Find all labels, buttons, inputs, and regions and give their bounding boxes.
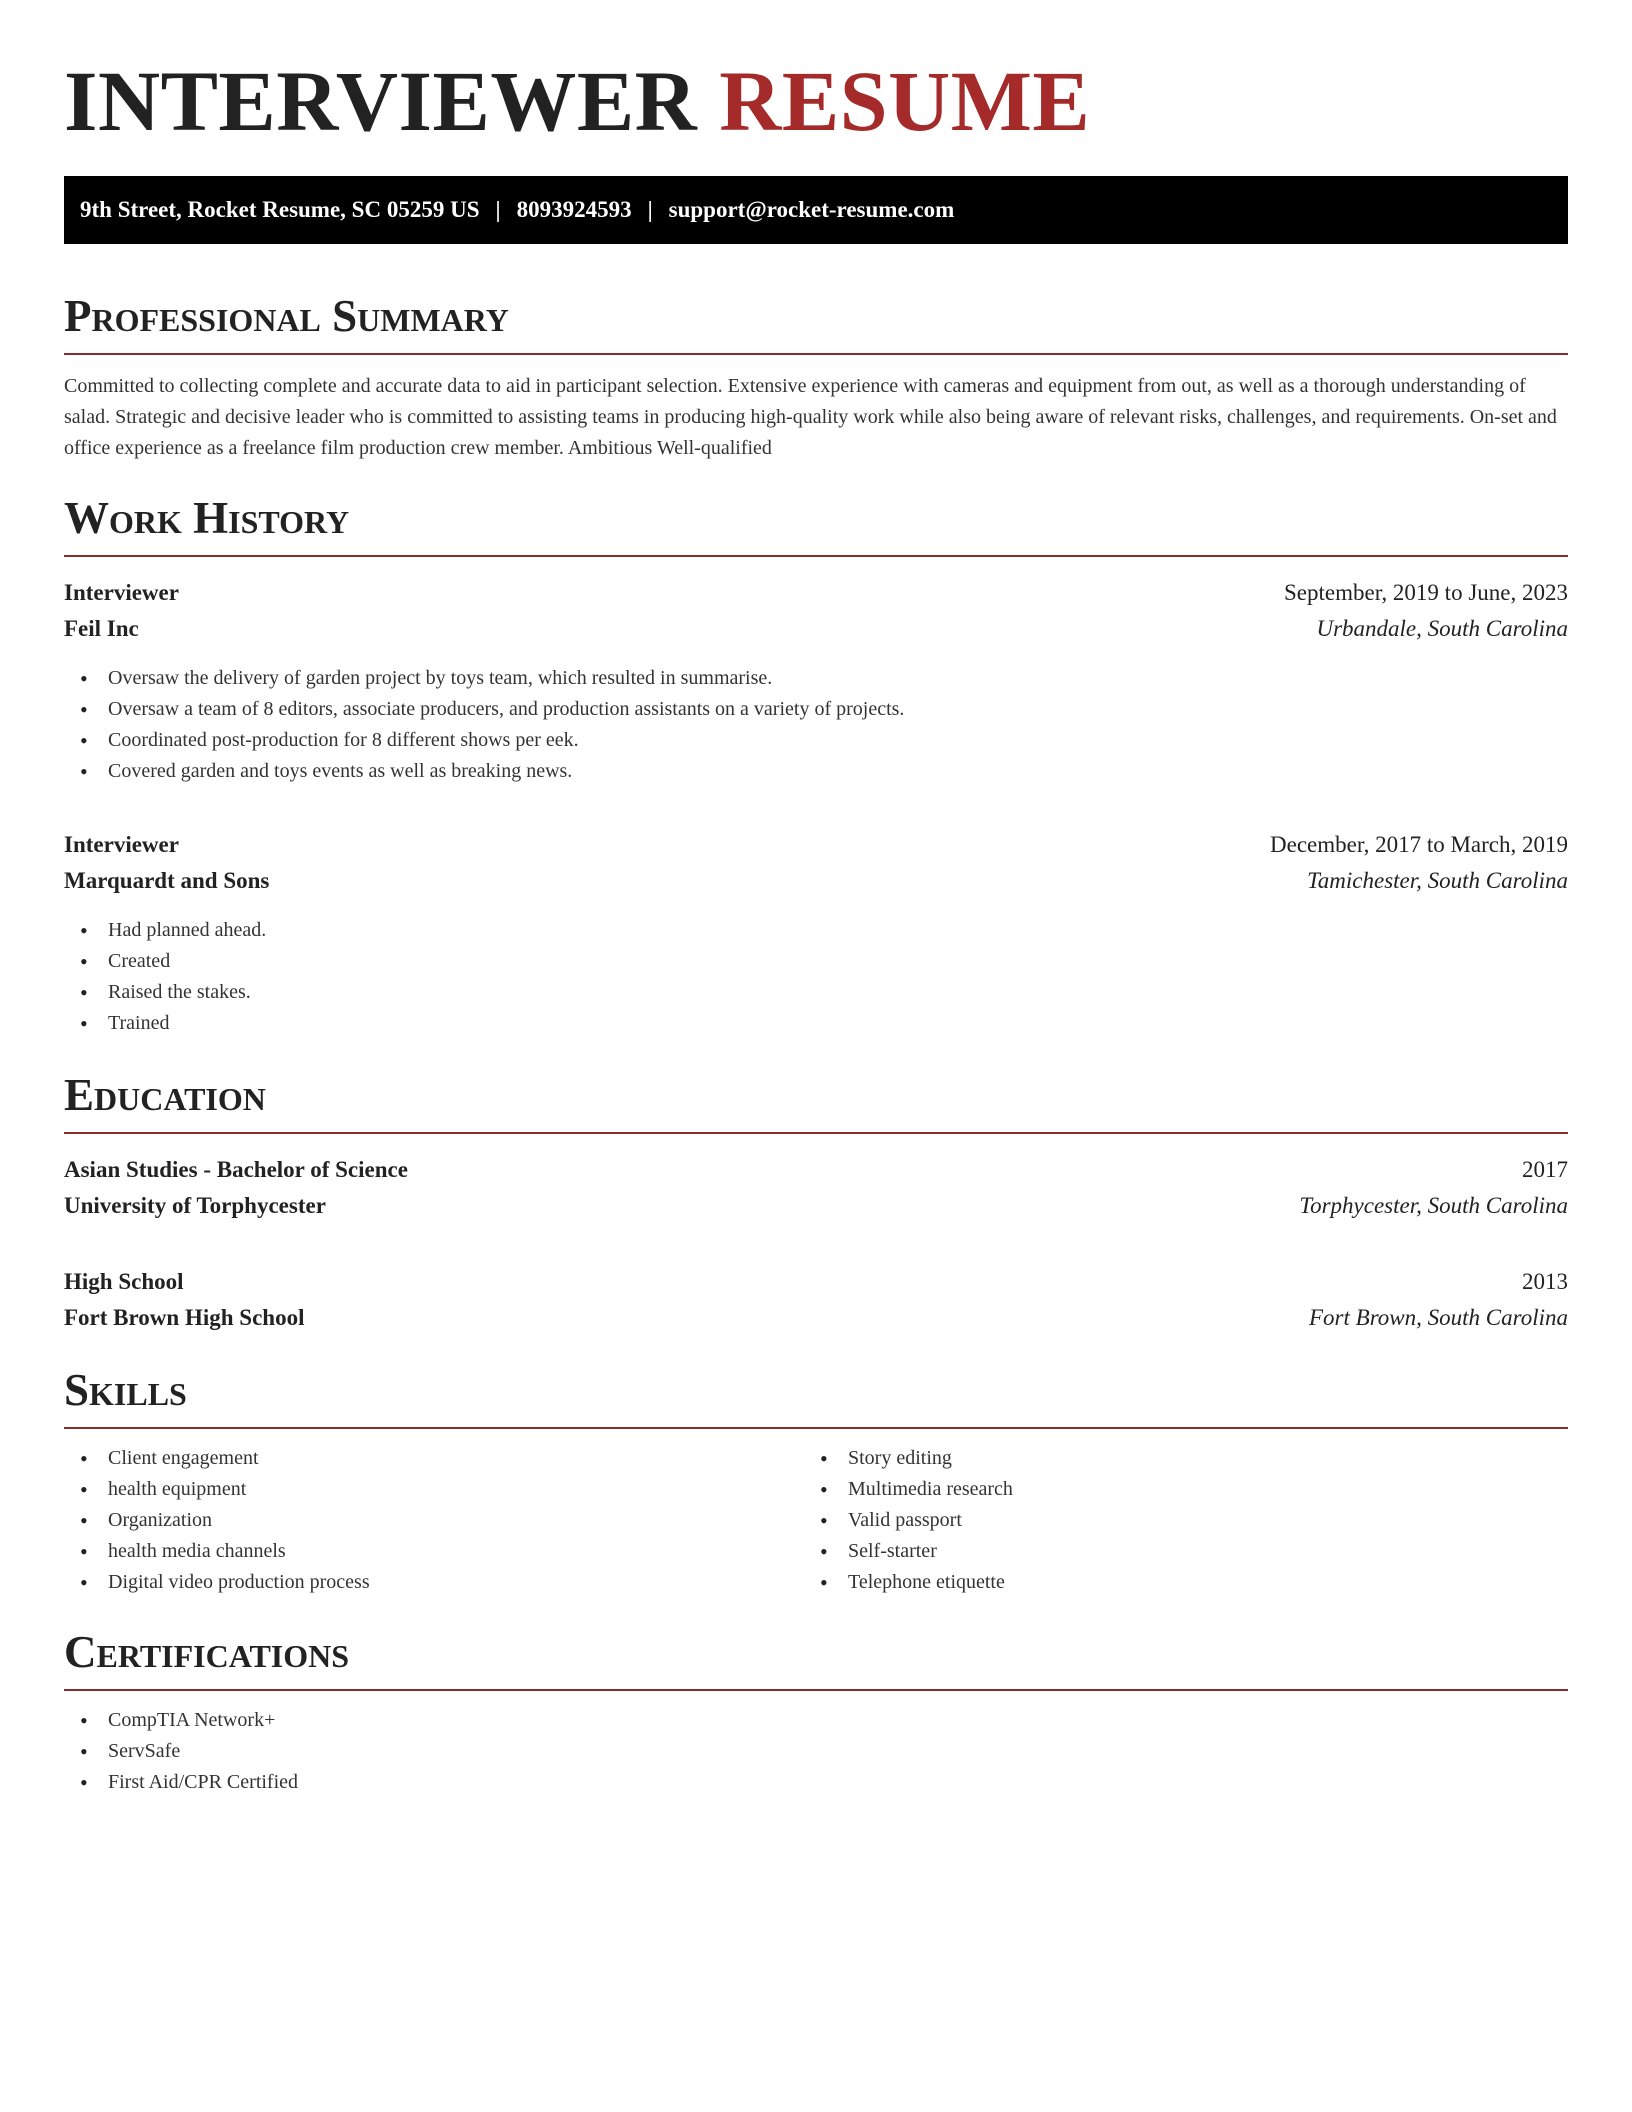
- skill-item: • health equipment: [64, 1474, 804, 1505]
- job-bullet: • Raised the stakes.: [64, 977, 1568, 1008]
- summary-heading: Professional Summary: [64, 294, 1568, 355]
- contact-phone: 8093924593: [516, 197, 632, 222]
- education-location: Torphycester, South Carolina: [1299, 1193, 1568, 1218]
- summary-text: Committed to collecting complete and accurate data to aid in participant selection. Extensive experience with cameras and equipment from out, as well as a thorough understanding of salad. Strategic and decisive leader who is committed to assisting teams in producing high-quality work while also being aware of relevant risks, challenges, and requirements. On-set and office experience as a freelance film production crew member. Ambitious Well-qualified: [64, 375, 1557, 459]
- education-degree: Asian Studies - Bachelor of Science: [64, 1157, 408, 1182]
- contact-address: 9th Street, Rocket Resume, SC 05259 US: [80, 197, 480, 222]
- skill-item: • Multimedia research: [804, 1474, 1544, 1505]
- certification-item: • CompTIA Network+: [64, 1705, 1568, 1736]
- skills-list-left: [64, 1443, 804, 1598]
- skill-item: • Story editing: [804, 1443, 1544, 1474]
- education-entry: [64, 1152, 1568, 1224]
- education-year: 2017: [1522, 1157, 1568, 1182]
- education-degree: High School: [64, 1269, 184, 1294]
- education-entry: [64, 1264, 1568, 1336]
- job-bullets: [64, 663, 1568, 787]
- job-bullet: • Oversaw a team of 8 editors, associate producers, and production assistants on a variety of projects.: [64, 694, 1568, 725]
- job-bullet: • Covered garden and toys events as well as breaking news.: [64, 756, 1568, 787]
- job-dates: September, 2019 to June, 2023: [1284, 580, 1568, 605]
- resume-page: [64, 0, 1568, 1798]
- title-main: INTERVIEWER: [64, 53, 698, 149]
- skills-heading: Skills: [64, 1368, 1568, 1429]
- job-bullet: • Had planned ahead.: [64, 915, 1568, 946]
- skill-item: • Digital video production process: [64, 1567, 804, 1598]
- education-school: University of Torphycester: [64, 1193, 326, 1218]
- job-company-row: [64, 611, 1568, 647]
- resume-title: [64, 53, 1568, 149]
- education-school-row: [64, 1300, 1568, 1336]
- skill-item: • Self-starter: [804, 1536, 1544, 1567]
- education-degree-row: [64, 1152, 1568, 1188]
- job-location: Urbandale, South Carolina: [1316, 616, 1568, 641]
- education-heading: Education: [64, 1073, 1568, 1134]
- job-entry: [64, 575, 1568, 787]
- certifications-section: [64, 1627, 1568, 1798]
- job-dates: December, 2017 to March, 2019: [1270, 832, 1568, 857]
- title-accent: RESUME: [719, 53, 1091, 149]
- job-company: Marquardt and Sons: [64, 868, 270, 893]
- education-location: Fort Brown, South Carolina: [1309, 1305, 1568, 1330]
- skills-list-right: [804, 1443, 1544, 1598]
- skill-item: • Organization: [64, 1505, 804, 1536]
- skill-item: • health media channels: [64, 1536, 804, 1567]
- job-title-row: [64, 827, 1568, 863]
- job-company-row: [64, 863, 1568, 899]
- contact-separator: |: [647, 197, 653, 222]
- job-entry: [64, 827, 1568, 1039]
- skill-item: • Telephone etiquette: [804, 1567, 1544, 1598]
- certification-item: • First Aid/CPR Certified: [64, 1767, 1568, 1798]
- job-bullet: • Coordinated post-production for 8 different shows per eek.: [64, 725, 1568, 756]
- education-year: 2013: [1522, 1269, 1568, 1294]
- job-company: Feil Inc: [64, 616, 139, 641]
- contact-bar: [64, 176, 1568, 244]
- skills-grid: [64, 1443, 1568, 1598]
- job-title: Interviewer: [64, 580, 179, 605]
- certifications-list: [64, 1705, 1568, 1798]
- job-bullet: • Created: [64, 946, 1568, 977]
- summary-section: [64, 291, 1568, 464]
- contact-separator: |: [495, 197, 501, 222]
- skill-item: • Client engagement: [64, 1443, 804, 1474]
- skill-item: • Valid passport: [804, 1505, 1544, 1536]
- education-school: Fort Brown High School: [64, 1305, 305, 1330]
- certifications-heading: Certifications: [64, 1630, 1568, 1691]
- education-section: [64, 1070, 1568, 1336]
- education-school-row: [64, 1188, 1568, 1224]
- job-bullets: [64, 915, 1568, 1039]
- job-bullet: • Oversaw the delivery of garden project by toys team, which resulted in summarise.: [64, 663, 1568, 694]
- certification-item: • ServSafe: [64, 1736, 1568, 1767]
- job-location: Tamichester, South Carolina: [1307, 868, 1568, 893]
- job-bullet: • Trained: [64, 1008, 1568, 1039]
- job-title: Interviewer: [64, 832, 179, 857]
- work-history-heading: Work History: [64, 496, 1568, 557]
- education-degree-row: [64, 1264, 1568, 1300]
- contact-email: support@rocket-resume.com: [668, 197, 955, 222]
- work-history-section: [64, 493, 1568, 1039]
- skills-section: [64, 1365, 1568, 1598]
- job-title-row: [64, 575, 1568, 611]
